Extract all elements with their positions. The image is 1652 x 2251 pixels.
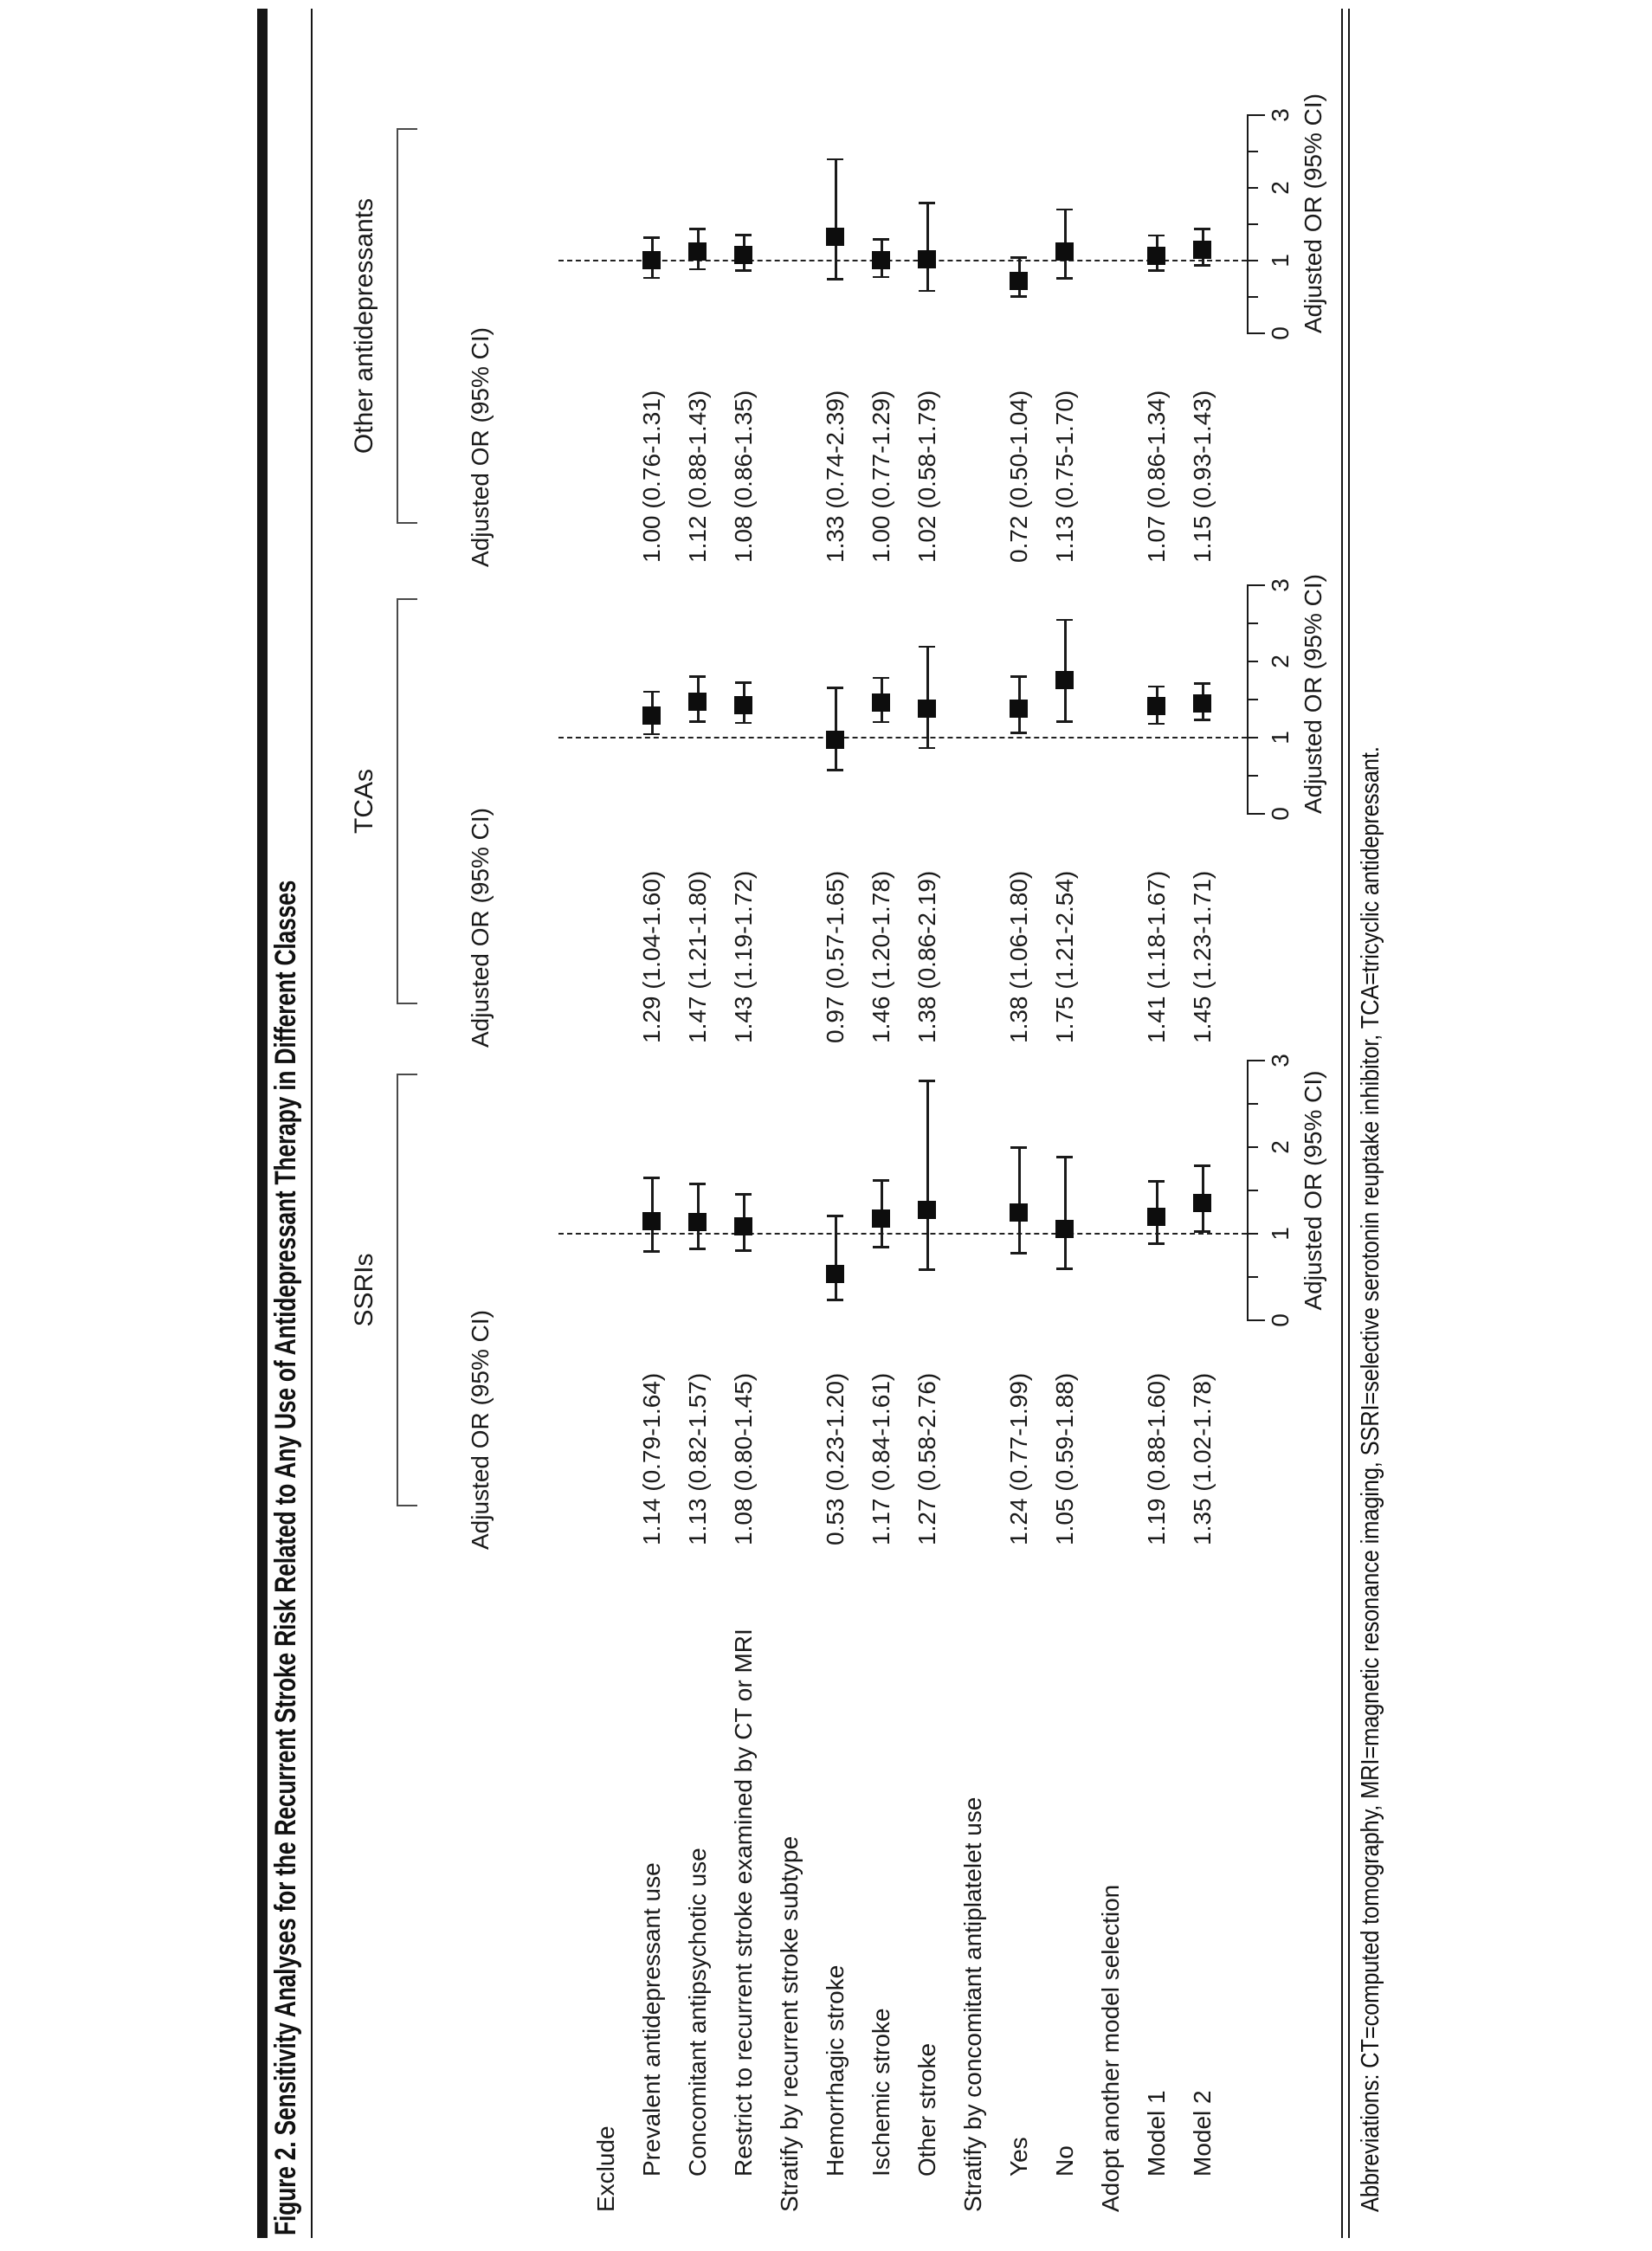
ci-cap-high [689, 1184, 706, 1186]
or-value: 1.46 (1.20-1.78) [868, 870, 894, 1043]
or-value: 1.35 (1.02-1.78) [1189, 1372, 1216, 1545]
axis-tick [1247, 737, 1258, 739]
ci-cap-high [1010, 675, 1027, 678]
or-column-header-tcas: Adjusted OR (95% CI) [467, 808, 494, 1048]
row-label-restrict-to-recurrent-stroke-examined-by-ct-or-mri: Restrict to recurrent stroke examined by CT or MRI [730, 1629, 757, 2177]
axis-tick [1247, 332, 1265, 334]
or-point-square [1147, 1209, 1165, 1227]
ci-cap-high [643, 1177, 660, 1180]
ci-cap-high [827, 1216, 843, 1218]
axis-tick-label: 1 [1267, 731, 1294, 745]
or-point-square [872, 1210, 890, 1229]
ci-cap-high [1056, 619, 1073, 622]
reference-line-or1-other-antidepressants [558, 260, 1247, 261]
axis-tick [1247, 1146, 1258, 1148]
axis-tick [1247, 1276, 1258, 1278]
axis-tick-label: 2 [1267, 1140, 1294, 1154]
reference-line-or1-ssris [558, 1233, 1247, 1235]
ci-cap-low [919, 290, 935, 293]
panel-bracket-tick-left [397, 1505, 417, 1506]
ci-cap-high [1194, 682, 1210, 685]
ci-cap-low [827, 769, 843, 771]
ci-cap-low [1010, 1253, 1027, 1255]
axis-title-tcas: Adjusted OR (95% CI) [1300, 574, 1326, 814]
ci-cap-high [689, 228, 706, 230]
or-point-square [1055, 672, 1074, 690]
row-label-concomitant-antipsychotic-use: Concomitant antipsychotic use [684, 1848, 711, 2177]
panel-bracket-tick-right [397, 128, 417, 130]
panel-bracket-tick-right [397, 598, 417, 600]
row-label-ischemic-stroke: Ischemic stroke [868, 2008, 894, 2177]
or-value: 1.17 (0.84-1.61) [868, 1372, 894, 1545]
or-value: 1.13 (0.75-1.70) [1051, 390, 1078, 563]
or-point-square [1055, 242, 1074, 261]
or-point-square [1193, 1195, 1211, 1213]
ci-cap-low [873, 1247, 889, 1249]
axis-tick-label: 3 [1267, 108, 1294, 122]
or-point-square [1147, 247, 1165, 265]
axis-tick-label: 0 [1267, 326, 1294, 340]
or-point-square [872, 693, 890, 712]
title-underline-rule [311, 9, 313, 2238]
ci-cap-low [873, 721, 889, 724]
or-value: 0.53 (0.23-1.20) [822, 1372, 849, 1545]
row-label-no: No [1051, 2145, 1078, 2177]
ci-whisker [926, 203, 929, 292]
panel-bracket-tick-left [397, 522, 417, 524]
or-value: 0.72 (0.50-1.04) [1005, 390, 1032, 563]
ci-cap-low [827, 1300, 843, 1302]
or-value: 1.38 (0.86-2.19) [913, 870, 940, 1043]
ci-cap-low [643, 733, 660, 736]
panel-bracket-other-antidepressants [397, 128, 398, 524]
or-point-square [1147, 697, 1165, 715]
panel-bracket-tick-left [397, 1003, 417, 1004]
panel-bracket-tick-right [397, 1074, 417, 1075]
or-value: 1.13 (0.82-1.57) [684, 1372, 711, 1545]
ci-whisker [835, 1216, 837, 1300]
footnote-rule-outer [1341, 9, 1343, 2238]
ci-cap-high [1148, 1181, 1165, 1184]
ci-cap-high [919, 646, 935, 648]
reference-line-or1-tcas [558, 737, 1247, 739]
or-point-square [734, 1218, 752, 1236]
ci-cap-high [827, 687, 843, 689]
ci-cap-low [1194, 264, 1210, 267]
axis-tick-label: 3 [1267, 1054, 1294, 1067]
axis-tick-label: 3 [1267, 578, 1294, 592]
axis-tick [1247, 223, 1258, 225]
axis-tick [1247, 775, 1258, 777]
footnote-rule-inner [1348, 9, 1350, 2238]
axis-tick [1247, 1060, 1265, 1061]
or-value: 1.29 (1.04-1.60) [638, 870, 665, 1043]
ci-cap-high [735, 234, 752, 236]
or-point-square [1055, 1221, 1074, 1239]
or-value: 1.14 (0.79-1.64) [638, 1372, 665, 1545]
axis-tick-label: 0 [1267, 1313, 1294, 1327]
ci-cap-high [1056, 1157, 1073, 1159]
ci-cap-high [689, 675, 706, 678]
ci-cap-high [735, 681, 752, 684]
ci-cap-low [1056, 720, 1073, 723]
or-point-square [688, 693, 707, 711]
ci-cap-high [919, 1080, 935, 1083]
axis-tick-label: 2 [1267, 181, 1294, 195]
ci-cap-low [1056, 1268, 1073, 1271]
or-value: 1.15 (0.93-1.43) [1189, 390, 1216, 563]
ci-cap-high [1148, 686, 1165, 688]
axis-tick-label: 2 [1267, 655, 1294, 668]
ci-cap-low [1148, 269, 1165, 272]
or-value: 1.43 (1.19-1.72) [730, 870, 757, 1043]
or-point-square [734, 246, 752, 264]
ci-cap-high [1010, 256, 1027, 259]
row-label-stratify-by-concomitant-antiplatelet-use: Stratify by concomitant antiplatelet use [959, 1796, 986, 2212]
or-value: 0.97 (0.57-1.65) [822, 870, 849, 1043]
axis-tick [1247, 813, 1265, 815]
ci-cap-high [1010, 1147, 1027, 1150]
ci-cap-low [1194, 719, 1210, 721]
or-point-square [688, 1214, 707, 1232]
ci-cap-low [1056, 278, 1073, 281]
or-point-square [688, 242, 707, 261]
ci-cap-high [919, 202, 935, 204]
abbreviations-footnote: Abbreviations: CT=computed tomography, MRI=magnetic resonance imaging, SSRI=selective serotonin reuptake inhibitor, TCA=tricyclic antidepressant. [1357, 746, 1384, 2212]
ci-cap-high [1148, 235, 1165, 237]
or-point-square [918, 1202, 936, 1220]
or-point-square [872, 252, 890, 270]
axis-tick [1247, 1190, 1258, 1191]
axis-tick [1247, 622, 1258, 624]
row-label-exclude: Exclude [592, 2125, 619, 2212]
or-value: 1.00 (0.77-1.29) [868, 390, 894, 563]
axis-tick-label: 1 [1267, 1227, 1294, 1241]
ci-cap-high [1056, 209, 1073, 211]
ci-cap-low [919, 1269, 935, 1272]
or-value: 1.27 (0.58-2.76) [913, 1372, 940, 1545]
ci-cap-low [689, 720, 706, 723]
figure-top-rule [257, 9, 268, 2238]
or-point-square [642, 1213, 661, 1231]
or-column-header-ssris: Adjusted OR (95% CI) [467, 1310, 494, 1550]
or-value: 1.47 (1.21-1.80) [684, 870, 711, 1043]
or-value: 1.00 (0.76-1.31) [638, 390, 665, 563]
ci-cap-high [827, 158, 843, 161]
ci-cap-low [1148, 1243, 1165, 1246]
or-point-square [918, 700, 936, 718]
axis-tick [1247, 114, 1265, 116]
panel-header-ssris: SSRIs [350, 1253, 378, 1327]
ci-whisker [835, 159, 837, 280]
ci-whisker [926, 1081, 929, 1270]
row-label-model-1: Model 1 [1143, 2090, 1170, 2177]
ci-cap-high [873, 677, 889, 680]
axis-title-ssris: Adjusted OR (95% CI) [1300, 1070, 1326, 1311]
axis-tick [1247, 260, 1258, 261]
axis-title-other-antidepressants: Adjusted OR (95% CI) [1300, 94, 1326, 333]
ci-cap-low [873, 276, 889, 279]
ci-cap-high [643, 236, 660, 239]
or-point-square [1193, 241, 1211, 259]
or-value: 1.12 (0.88-1.43) [684, 390, 711, 563]
or-value: 1.45 (1.23-1.71) [1189, 870, 1216, 1043]
ci-cap-low [735, 1250, 752, 1253]
axis-tick [1247, 1233, 1258, 1235]
axis-tick [1247, 1103, 1258, 1105]
ci-cap-low [919, 747, 935, 750]
or-point-square [826, 731, 844, 749]
ci-cap-low [827, 278, 843, 281]
row-label-prevalent-antidepressant-use: Prevalent antidepressant use [638, 1862, 665, 2177]
or-point-square [642, 706, 661, 725]
axis-tick-label: 1 [1267, 254, 1294, 268]
panel-bracket-ssris [397, 1074, 398, 1506]
or-value: 1.19 (0.88-1.60) [1143, 1372, 1170, 1545]
axis-tick [1247, 1319, 1265, 1321]
row-label-hemorrhagic-stroke: Hemorrhagic stroke [822, 1964, 849, 2177]
ci-cap-low [735, 269, 752, 272]
row-label-other-stroke: Other stroke [913, 2042, 940, 2177]
panel-header-other-antidepressants: Other antidepressants [350, 197, 378, 455]
or-point-square [826, 1266, 844, 1284]
or-point-square [1193, 694, 1211, 713]
or-column-header-other-antidepressants: Adjusted OR (95% CI) [467, 327, 494, 567]
panel-bracket-tcas [397, 598, 398, 1004]
or-point-square [1010, 272, 1028, 290]
or-value: 1.05 (0.59-1.88) [1051, 1372, 1078, 1545]
or-point-square [642, 252, 661, 270]
panel-header-tcas: TCAs [350, 769, 378, 834]
ci-cap-low [1148, 723, 1165, 726]
row-label-model-2: Model 2 [1189, 2090, 1216, 2177]
ci-cap-high [1194, 228, 1210, 230]
figure-title: Figure 2. Sensitivity Analyses for the Recurrent Stroke Risk Related to Any Use of Antidepressant Therapy in Different Classes [269, 880, 302, 2235]
ci-cap-high [643, 691, 660, 693]
ci-cap-high [1194, 1165, 1210, 1168]
axis-tick [1247, 187, 1258, 189]
ci-cap-high [873, 238, 889, 241]
ci-cap-low [735, 722, 752, 725]
axis-tick-label: 0 [1267, 807, 1294, 821]
ci-cap-low [1010, 296, 1027, 299]
axis-tick [1247, 151, 1258, 152]
or-point-square [734, 696, 752, 714]
row-label-stratify-by-recurrent-stroke-subtype: Stratify by recurrent stroke subtype [776, 1835, 803, 2212]
ci-cap-high [873, 1180, 889, 1183]
or-value: 1.24 (0.77-1.99) [1005, 1372, 1032, 1545]
ci-cap-low [689, 1248, 706, 1251]
row-label-yes: Yes [1005, 2137, 1032, 2177]
or-value: 1.07 (0.86-1.34) [1143, 390, 1170, 563]
or-point-square [826, 228, 844, 246]
or-value: 1.02 (0.58-1.79) [913, 390, 940, 563]
ci-whisker [1018, 1148, 1021, 1254]
or-value: 1.38 (1.06-1.80) [1005, 870, 1032, 1043]
row-label-adopt-another-model-selection: Adopt another model selection [1097, 1884, 1124, 2212]
or-point-square [1010, 1204, 1028, 1222]
ci-cap-low [1010, 732, 1027, 734]
or-value: 1.08 (0.86-1.35) [730, 390, 757, 563]
axis-tick [1247, 296, 1258, 298]
or-point-square [1010, 700, 1028, 718]
ci-cap-low [689, 268, 706, 271]
ci-whisker [926, 647, 929, 748]
axis-tick [1247, 661, 1258, 662]
ci-whisker [1064, 1158, 1067, 1269]
axis-tick [1247, 699, 1258, 700]
or-value: 1.33 (0.74-2.39) [822, 390, 849, 563]
ci-cap-low [1194, 1231, 1210, 1234]
ci-cap-low [643, 277, 660, 280]
or-value: 1.41 (1.18-1.67) [1143, 870, 1170, 1043]
ci-whisker [835, 688, 837, 771]
axis-tick [1247, 584, 1265, 586]
or-value: 1.08 (0.80-1.45) [730, 1372, 757, 1545]
or-value: 1.75 (1.21-2.54) [1051, 870, 1078, 1043]
ci-cap-low [643, 1251, 660, 1254]
ci-cap-high [735, 1194, 752, 1196]
or-point-square [918, 250, 936, 268]
